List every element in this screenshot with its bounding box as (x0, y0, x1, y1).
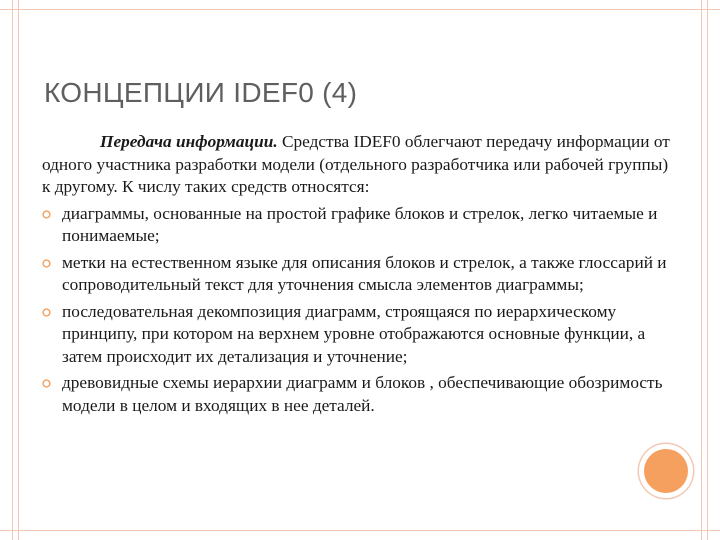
slide-content (42, 131, 672, 421)
list-item (42, 252, 672, 297)
bullet-text: последовательная декомпозиция диаграмм, строящаяся по иерархическому принципу, при котором на верхнем уровне отображаются основные функции, а затем происходит их детализация и уточнение; (62, 301, 646, 366)
frame-right-line (707, 0, 708, 540)
circle-outline-bullet-icon (42, 259, 51, 268)
frame-left-line (12, 0, 13, 540)
frame-top-line (0, 9, 720, 10)
list-item (42, 372, 672, 417)
frame-bottom-line (0, 530, 720, 531)
frame-right-inner-line (701, 0, 702, 540)
accent-circle (644, 449, 688, 493)
list-item (42, 301, 672, 369)
intro-emphasis: Передача информации. (100, 132, 278, 151)
intro-text: Средства IDEF0 облегчают передачу информации от одного участника разработки модели (отдельного разработчика или рабочей группы) к другому. К числу таких средств относятся: (42, 132, 670, 196)
list-item (42, 203, 672, 248)
bullet-list (42, 203, 672, 418)
circle-outline-bullet-icon (42, 379, 51, 388)
frame-left-inner-line (18, 0, 19, 540)
bullet-text: древовидные схемы иерархии диаграмм и блоков , обеспечивающие обозримость модели в целом и входящих в нее деталей. (62, 373, 663, 415)
slide-title: КОНЦЕПЦИИ IDEF0 (4) (44, 77, 358, 108)
bullet-text: диаграммы, основанные на простой графике блоков и стрелок, легко читаемые и понимаемые; (62, 203, 658, 245)
circle-outline-bullet-icon (42, 308, 51, 317)
bullet-text: метки на естественном языке для описания блоков и стрелок, а также глоссарий и сопроводительный текст для уточнения смысла элементов диаграммы; (62, 252, 667, 294)
circle-outline-bullet-icon (42, 210, 51, 219)
intro-paragraph (42, 131, 672, 199)
